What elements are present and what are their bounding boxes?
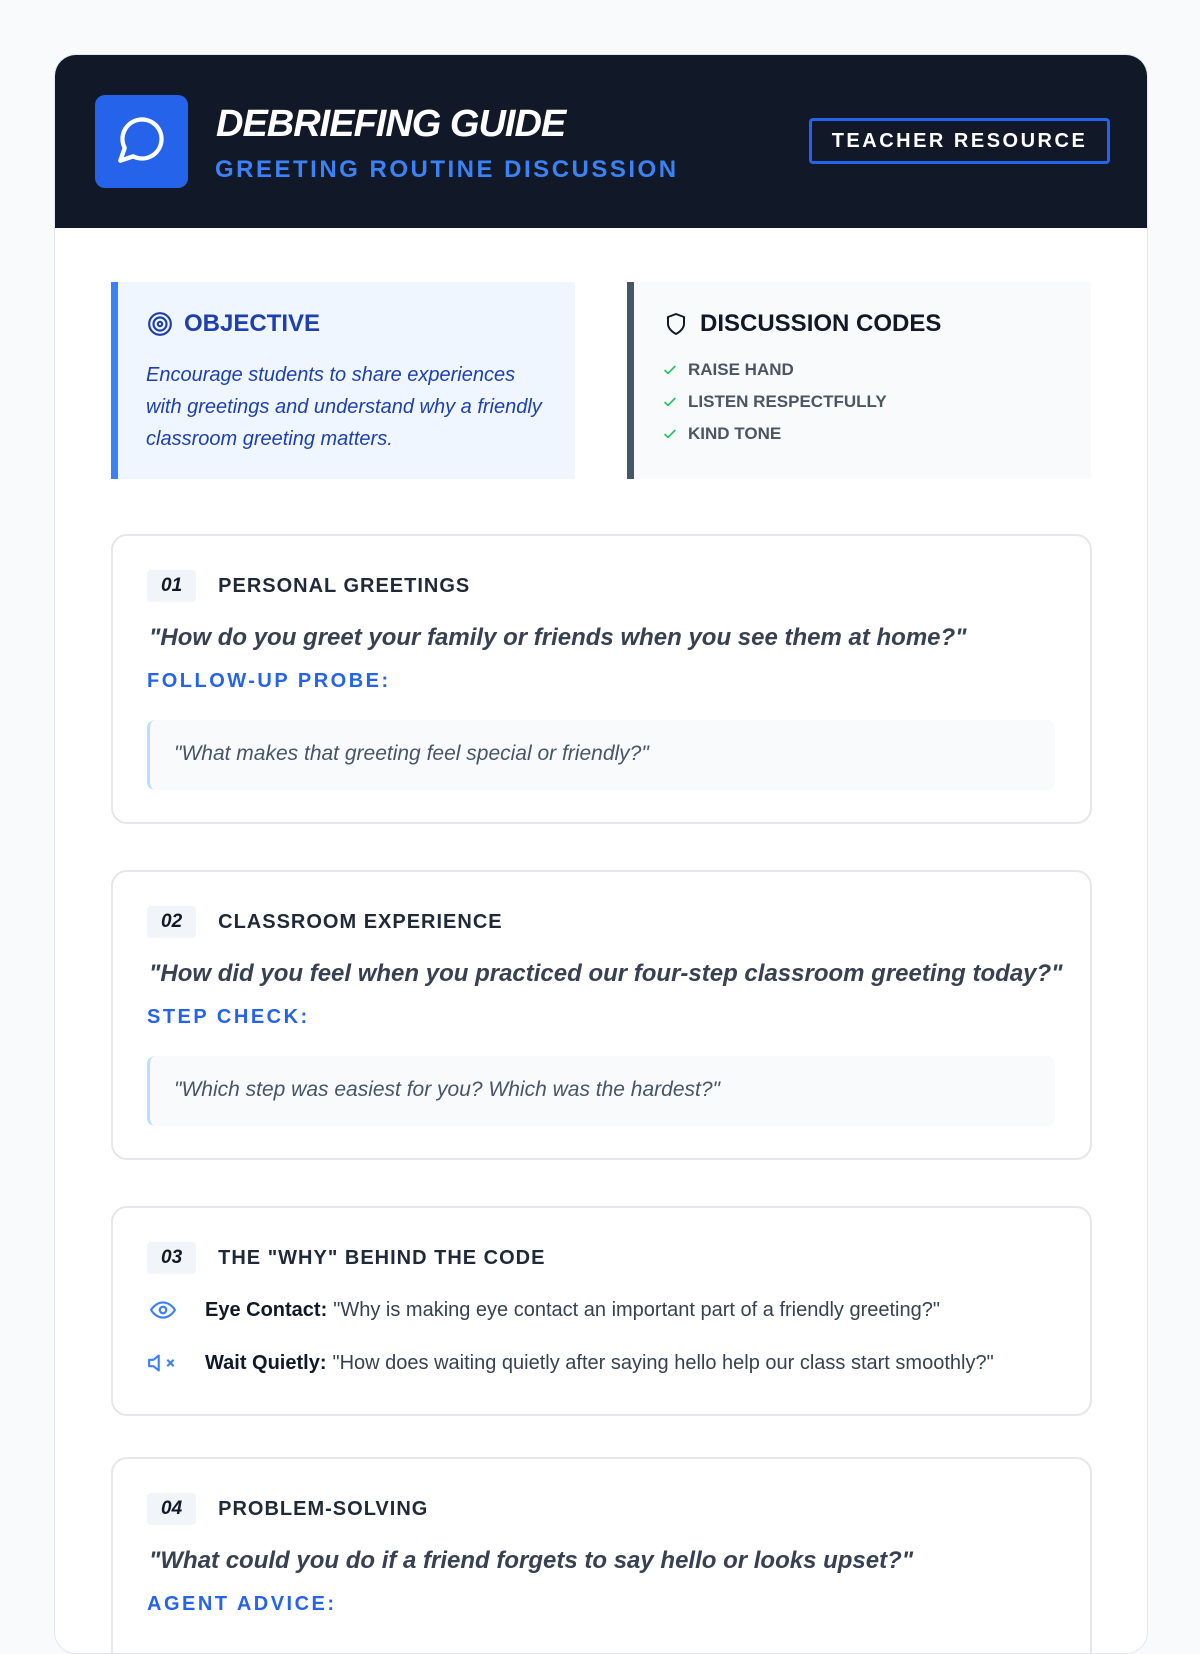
page-subtitle: GREETING ROUTINE DISCUSSION (215, 156, 679, 183)
probe-box (147, 1056, 1055, 1126)
why-item-text: "How does waiting quietly after saying hello help our class start smoothly?" (332, 1351, 994, 1374)
why-item-text: "Why is making eye contact an important part of a friendly greeting?" (333, 1298, 940, 1321)
section-title: THE "WHY" BEHIND THE CODE (218, 1246, 546, 1269)
codes-heading (662, 310, 941, 338)
code-item-label: LISTEN RESPECTFULLY (688, 392, 887, 411)
code-item (662, 418, 887, 450)
teacher-resource-badge: TEACHER RESOURCE (809, 118, 1110, 164)
section-number: 01 (147, 570, 196, 602)
mute-icon (147, 1349, 179, 1377)
probe-text: "What makes that greeting feel special or friendly?" (174, 742, 649, 765)
question-section (111, 1457, 1092, 1654)
section-title: CLASSROOM EXPERIENCE (218, 910, 503, 933)
header (55, 55, 1147, 228)
check-icon (662, 394, 680, 410)
code-item-label: KIND TONE (688, 424, 782, 443)
section-header (147, 1242, 545, 1274)
objective-panel (111, 282, 575, 479)
section-question: "How did you feel when you practiced our four-step classroom greeting today?" (149, 960, 1063, 987)
section-title: PERSONAL GREETINGS (218, 574, 471, 597)
debriefing-guide-card (54, 54, 1148, 1654)
section-question: "How do you greet your family or friends when you see them at home?" (149, 624, 967, 651)
check-icon (662, 426, 680, 442)
code-item (662, 386, 887, 418)
why-item-label: Wait Quietly: (205, 1351, 327, 1374)
why-item (147, 1296, 940, 1324)
code-item-label: RAISE HAND (688, 360, 794, 379)
eye-icon (147, 1296, 179, 1324)
speech-bubble-icon (116, 113, 168, 170)
section-header (147, 906, 503, 938)
logo (95, 95, 188, 188)
codes-list (662, 354, 887, 450)
discussion-codes-panel (627, 282, 1091, 479)
section-question: "What could you do if a friend forgets to say hello or looks upset?" (149, 1547, 914, 1574)
why-item (147, 1349, 994, 1377)
why-item-label: Eye Contact: (205, 1298, 328, 1321)
probe-text: "Which step was easiest for you? Which was the hardest?" (174, 1078, 720, 1101)
target-icon (146, 310, 174, 338)
objective-heading-label: OBJECTIVE (184, 310, 321, 337)
page-title: DEBRIEFING GUIDE (216, 103, 566, 145)
section-header (147, 570, 470, 602)
section-header (147, 1493, 428, 1525)
shield-icon (662, 310, 690, 338)
objective-text: Encourage students to share experiences with greetings and understand why a friendly classroom greeting matters. (146, 364, 542, 450)
question-section (111, 534, 1092, 824)
code-item (662, 354, 887, 386)
section-number: 03 (147, 1242, 196, 1274)
probe-label: AGENT ADVICE: (147, 1593, 337, 1615)
section-number: 02 (147, 906, 196, 938)
objective-heading (146, 310, 320, 338)
section-number: 04 (147, 1493, 196, 1525)
section-title: PROBLEM-SOLVING (218, 1497, 429, 1520)
codes-heading-label: DISCUSSION CODES (700, 310, 942, 337)
check-icon (662, 362, 680, 378)
question-section (111, 1206, 1092, 1416)
probe-box (147, 720, 1055, 790)
probe-label: FOLLOW-UP PROBE: (147, 670, 391, 692)
question-section (111, 870, 1092, 1160)
probe-label: STEP CHECK: (147, 1006, 310, 1028)
